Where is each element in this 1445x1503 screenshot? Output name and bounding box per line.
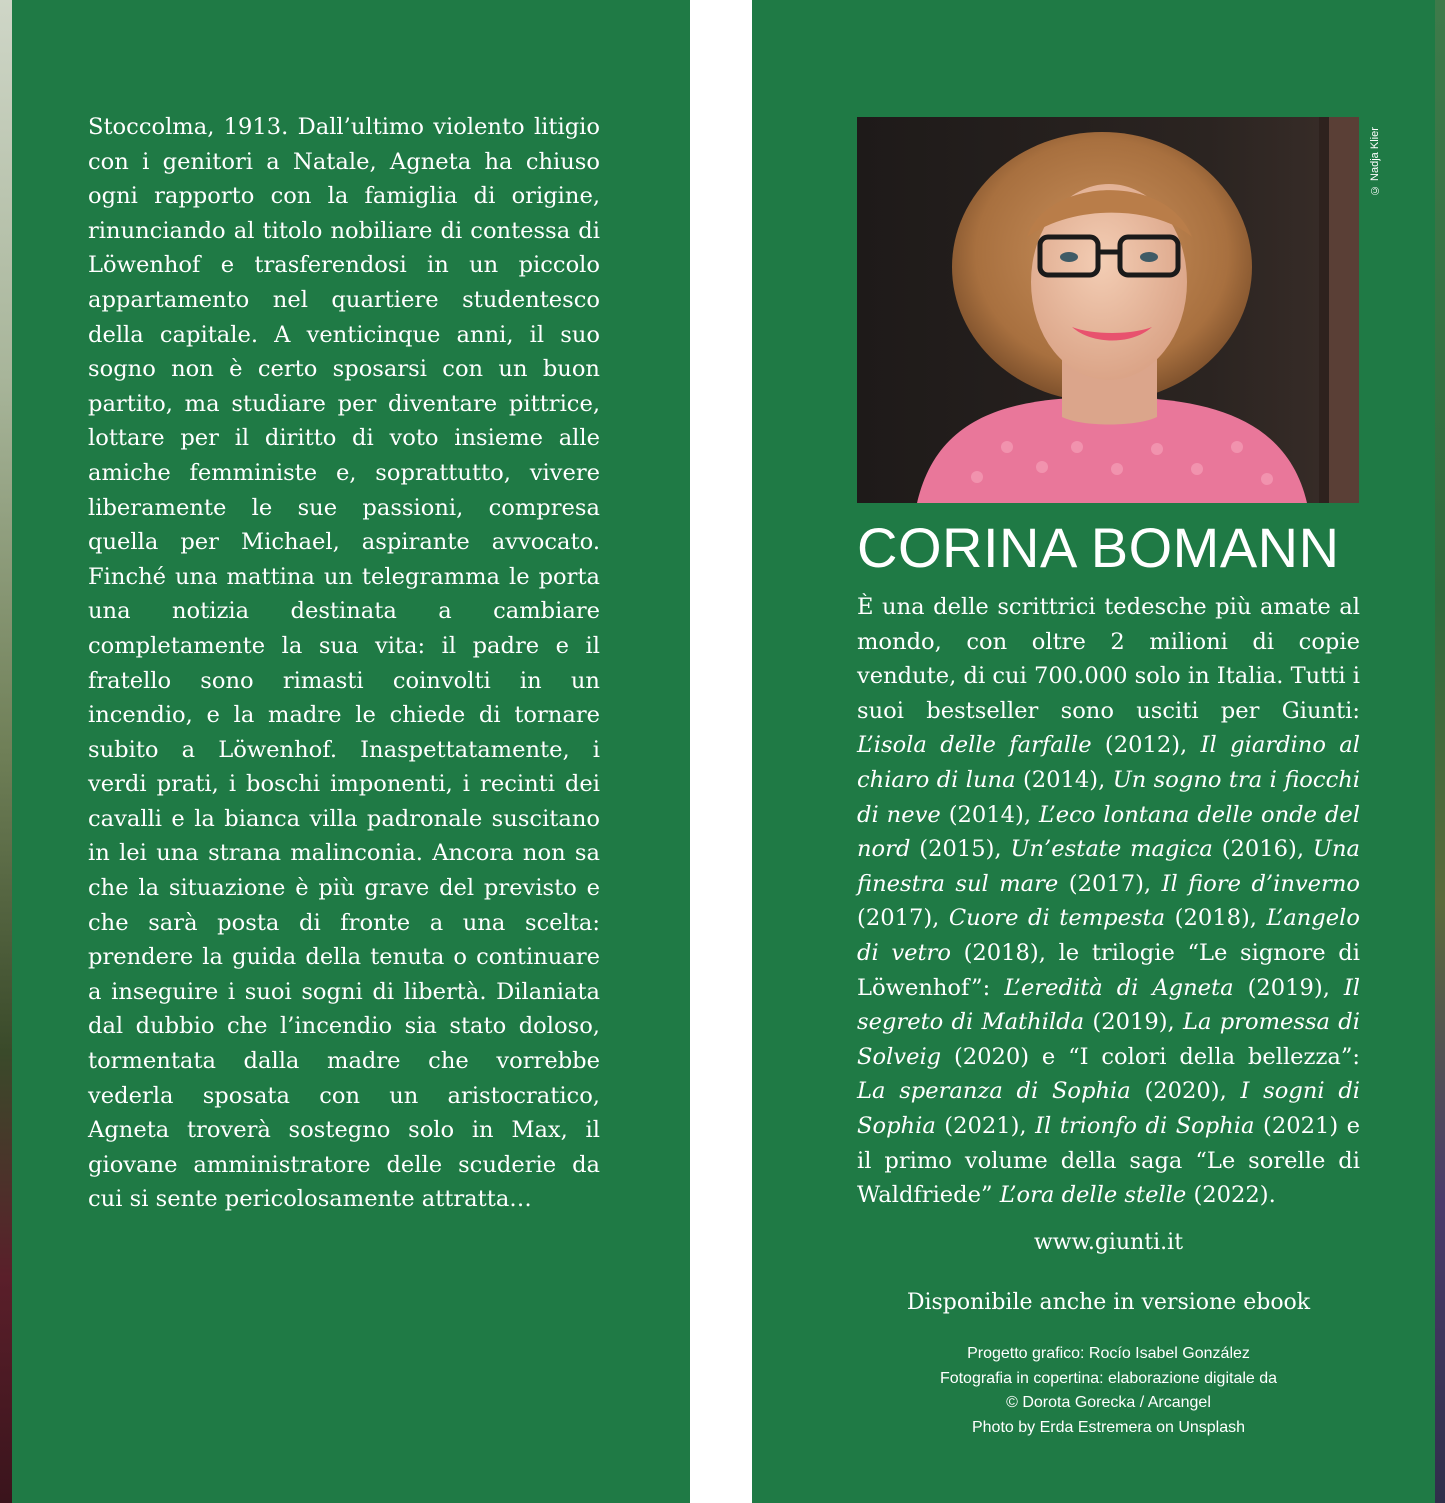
book-title: L’eredità di Agneta [1004,974,1234,1001]
bio-text: (2018), le trilogie “Le signore di Löwenhof”: [857,939,1360,1001]
book-title: Il segreto di Mathilda [857,974,1360,1036]
bio-text: (2014), [940,801,1040,828]
book-title: Il fiore d’inverno [1161,870,1360,897]
book-title: La promessa di Solveig [857,1009,1360,1070]
right-flap [752,0,1435,1503]
author-bio [857,590,1360,1213]
cover-edge-left [0,0,12,1503]
book-title: Una finestra sul mare [857,836,1360,897]
bio-text: (2019), [1233,974,1344,1001]
bio-text: (2016), [1212,836,1313,863]
book-title: Un’estate magica [1010,836,1213,863]
book-title: La speranza di Sophia [857,1078,1131,1105]
bio-text: (2012), [1091,732,1201,759]
book-title: L’angelo di vetro [857,905,1360,966]
book-title: Un sogno tra i fiocchi di neve [857,766,1360,828]
bio-text: (2018), [1165,905,1267,932]
book-title: Cuore di tempesta [948,905,1166,932]
ebook-note: Disponibile anche in versione ebook [906,1290,1311,1315]
bio-text: (2022). [1186,1182,1276,1209]
bio-text: (2020), [1130,1078,1241,1105]
credit-line: Progetto grafico: Rocío Isabel González [967,1345,1250,1362]
credit-line: Photo by Erda Estremera on Unsplash [971,1418,1246,1436]
bio-text: (2017), [857,905,949,932]
bio-text: (2015), [910,836,1011,863]
bio-text: È una delle scrittrici tedesche più amate al mondo, con oltre 2 milioni di copie vendute, di cui 700.000 solo in Italia. Tutti i suoi bestseller sono usciti per Giunti: [857,594,1360,724]
credit-line: Fotografia in copertina: elaborazione digitale da [939,1369,1278,1387]
bio-text: (2014), [1015,766,1113,793]
book-title: Il giardino al chiaro di luna [857,732,1360,793]
author-name: CORINA BOMANN [857,516,1340,579]
credit-line: © Dorota Gorecka / Arcangel [1006,1394,1211,1411]
publisher-website: www.giunti.it [1033,1230,1184,1255]
cover-edge-right [1435,0,1445,1503]
book-blurb: Stoccolma, 1913. Dall’ultimo violento litigio con i genitori a Natale, Agneta ha chiuso ogni rapporto con la famiglia di origine, rinunciando al titolo nobiliare di contessa di Löwenhof e trasferendosi in un piccolo appartamento nel quartiere studentesco della capitale. A venticinque anni, il suo sogno non è certo sposarsi con un buon partito, ma studiare per diventare pittrice, lottare per il diritto di voto insieme alle amiche femministe e, soprattutto, vivere liberamente le sue passioni, compresa quella per Michael, aspirante avvocato. Finché una mattina un telegramma le porta una notizia destinata a cambiare completamente la sua vita: il padre e il fratello sono rimasti coinvolti in un incendio, e la madre le chiede di tornare subito a Löwenhof. Inaspettatamente, i verdi prati, i boschi imponenti, i recinti dei cavalli e la bianca villa padronale suscitano in lei una strana malinconia. Ancora non sa che la situazione è più grave del previsto e che sarà posta di fronte a una scelta: prendere la guida della tenuta o continuare a inseguire i suoi sogni di libertà. Dilaniata dal dubbio che l’incendio sia stato doloso, tormentata dalla madre che vorrebbe vederla sposata con un aristocratico, Agneta troverà sostegno solo in Max, il giovane amministratore delle scuderie da cui si sente pericolosamente attratta… [88,114,600,1213]
design-credits [857,1342,1360,1440]
book-title: Il trionfo di Sophia [1035,1112,1255,1139]
bio-text: (2021) e il primo volume della saga “Le sorelle di Waldfriede” [857,1112,1361,1209]
bio-text: (2020) e “I colori della bellezza”: [941,1043,1360,1070]
bio-text: (2019), [1084,1009,1183,1036]
bio-text: (2017), [1058,870,1162,897]
left-flap [12,0,690,1503]
bio-text: (2021), [935,1112,1036,1139]
photo-credit: © Nadja Klier [1369,127,1381,197]
book-title: L’isola delle farfalle [857,732,1092,759]
author-photo [857,117,1359,503]
book-title: L’ora delle stelle [999,1182,1187,1209]
book-title: I sogni di Sophia [857,1078,1361,1139]
book-title: L’eco lontana delle onde del nord [857,801,1360,863]
